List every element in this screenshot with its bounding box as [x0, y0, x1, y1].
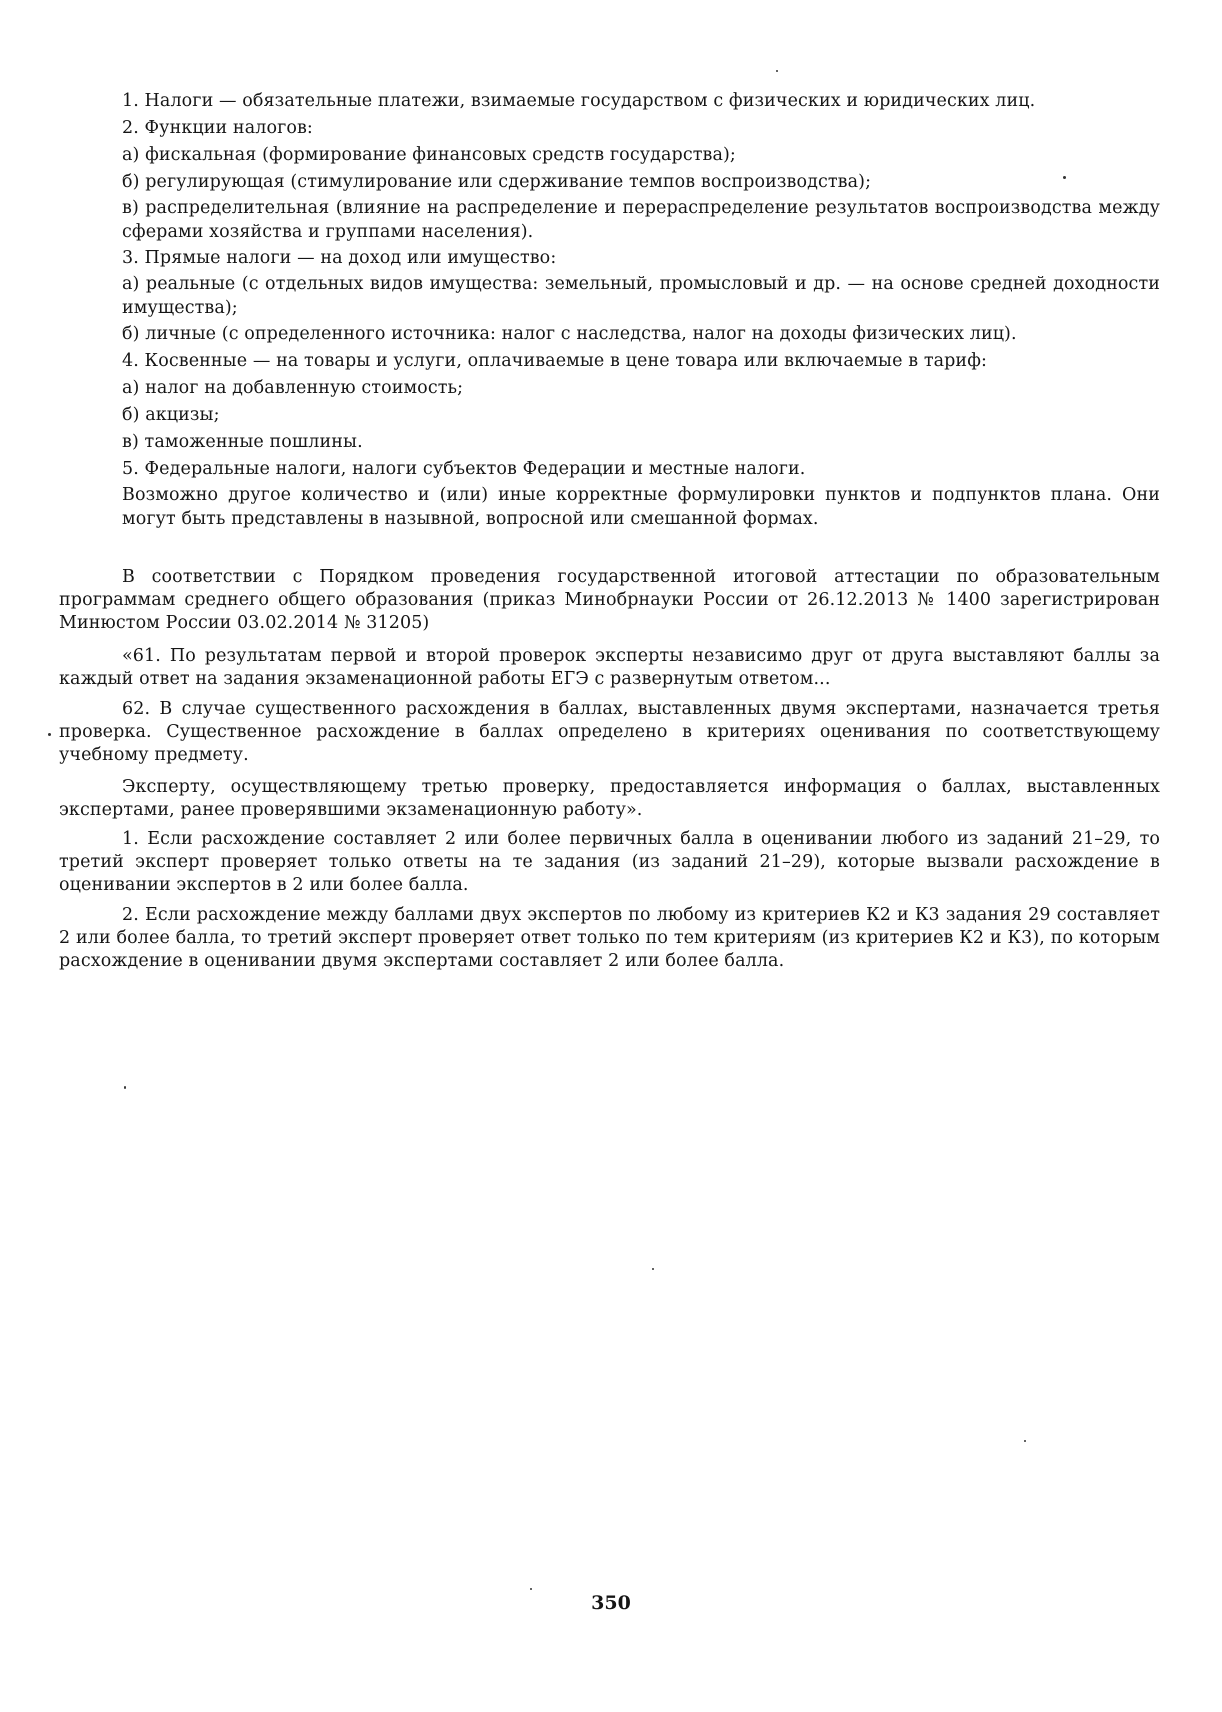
scan-speck — [48, 733, 51, 736]
rules-rule-2: 2. Если расхождение между баллами двух экспертов по любому из критериев К2 и К3 задания 29 составляет 2 или более балла, то третий эксперт проверяет ответ только по тем критериям (из критериев К2 и К3), по которым расхождение в оценивании двумя экспертами составляет 2 или более балла. — [59, 905, 1160, 971]
rules-intro: В соответствии с Порядком проведения государственной итоговой аттестации по образовательным программам среднего общего образования (приказ Минобрнауки России от 26.12.2013 № 1400 зарегистрирован Минюстом России 03.02.2014 № 31205) — [59, 567, 1160, 633]
scan-speck — [776, 70, 778, 72]
plan-subitem-4c: в) таможенные пошлины. — [122, 432, 363, 452]
plan-subitem-4b: б) акцизы; — [122, 405, 220, 425]
scan-speck — [1063, 176, 1066, 179]
plan-item-4: 4. Косвенные — на товары и услуги, оплачиваемые в цене товара или включаемые в тариф: — [122, 351, 987, 371]
scan-speck — [124, 1086, 126, 1089]
plan-item-2: 2. Функции налогов: — [122, 118, 313, 138]
rules-paragraph-61: «61. По результатам первой и второй проверок эксперты независимо друг от друга выставляют баллы за каждый ответ на задания экзаменационной работы ЕГЭ с развернутым ответом... — [59, 646, 1160, 689]
scan-speck — [652, 1268, 654, 1270]
plan-item-3: 3. Прямые налоги — на доход или имущество: — [122, 248, 557, 268]
plan-subitem-3b: б) личные (с определенного источника: налог с наследства, налог на доходы физических лиц). — [122, 324, 1017, 344]
plan-item-1: 1. Налоги — обязательные платежи, взимаемые государством с физических и юридических лиц. — [122, 91, 1036, 111]
plan-subitem-3a: а) реальные (с отдельных видов имущества: земельный, промысловый и др. — на основе средней доходности имущества); — [122, 274, 1160, 318]
scan-speck — [1024, 1440, 1026, 1442]
scan-speck — [530, 1588, 532, 1590]
rules-expert-info: Эксперту, осуществляющему третью проверку, предоставляется информация о баллах, выставленных экспертами, ранее проверявшими экзаменационную работу». — [59, 777, 1160, 820]
plan-subitem-4a: а) налог на добавленную стоимость; — [122, 378, 464, 398]
rules-rule-1: 1. Если расхождение составляет 2 или более первичных балла в оценивании любого из заданий 21–29, то третий эксперт проверяет только ответы на те задания (из заданий 21–29), которые вызвали расхождение в оценивании экспертов в 2 или более балла. — [59, 829, 1160, 895]
plan-subitem-2c: в) распределительная (влияние на распределение и перераспределение результатов воспроизводства между сферами хозяйства и группами населения). — [122, 198, 1160, 242]
rules-paragraph-62: 62. В случае существенного расхождения в баллах, выставленных двумя экспертами, назначается третья проверка. Существенное расхождение в баллах определено в критериях оценивания по соответствующему учебному предмету. — [59, 699, 1160, 765]
plan-subitem-2a: а) фискальная (формирование финансовых средств государства); — [122, 145, 736, 165]
plan-note: Возможно другое количество и (или) иные корректные формулировки пунктов и подпунктов плана. Они могут быть представлены в назывной, вопросной или смешанной формах. — [122, 485, 1160, 529]
page-number: 350 — [591, 1592, 631, 1614]
plan-section — [122, 88, 1160, 532]
plan-subitem-2b: б) регулирующая (стимулирование или сдерживание темпов воспроизводства); — [122, 172, 872, 192]
plan-item-5: 5. Федеральные налоги, налоги субъектов Федерации и местные налоги. — [122, 459, 806, 479]
